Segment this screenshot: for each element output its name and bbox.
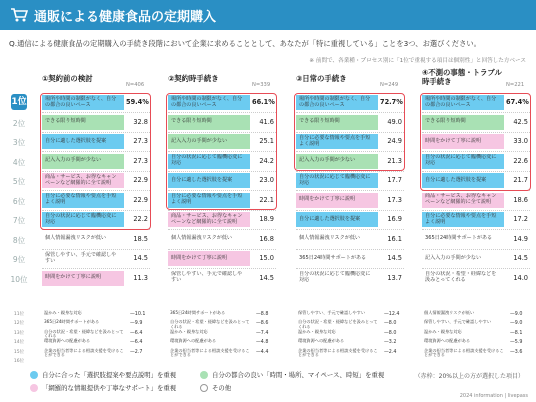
item-value: 22.1: [259, 195, 274, 204]
item-label: できる限り短時間: [42, 115, 124, 130]
row-divider: [422, 229, 530, 230]
minor-item-label: 環境資源への配慮がある: [44, 338, 91, 344]
question-text: Q.通信による健康食品の定期購入の手続き段階において企業に求めることとして、あなたが「特に重視している」ことを3つ、お選びください。: [9, 39, 481, 48]
row-divider: [422, 151, 530, 152]
row-divider: [296, 229, 404, 230]
legend-swatch: [200, 384, 208, 392]
sub-rank-label: 16位: [13, 359, 25, 364]
item-label: 記入入力の手間が少ない: [168, 134, 250, 149]
minor-item-label: 環境資源への配慮がある: [424, 338, 471, 344]
bar-item: [168, 173, 276, 188]
bar-item: [42, 271, 150, 286]
item-value: 21.7: [513, 176, 528, 184]
page-title: 通販による健康食品の定期購入: [34, 10, 217, 25]
bar-item: [42, 212, 150, 227]
bar-item: [296, 232, 404, 247]
rank-label: 7位: [12, 216, 26, 225]
row-divider: [168, 210, 276, 211]
bar-item: [422, 271, 530, 286]
legend-swatch: [200, 371, 208, 379]
row-divider: [42, 171, 150, 172]
minor-item-label: 企業の担当者等による相談支援を受けることができる: [298, 347, 378, 358]
minor-item-label: 自分の状況・希望・経緯などを汲みとってくれる: [298, 319, 378, 329]
item-value: 14.5: [513, 254, 528, 262]
item-value: 13.7: [387, 273, 402, 282]
item-label: 自分の状況に応じて臨機応変に対応: [168, 154, 250, 169]
item-value: 72.7%: [380, 98, 403, 106]
item-label: 時間をかけて丁寧に説明: [168, 251, 250, 266]
minor-item-label: 環境資源への配慮がある: [298, 338, 345, 344]
bar-item: [422, 115, 530, 130]
item-value: 17.3: [387, 195, 402, 204]
legend-label: 自分に合った「選択肢提案や要点説明」を重視: [42, 371, 177, 379]
row-divider: [168, 132, 276, 133]
bar-item: [168, 95, 276, 110]
rank-label: 4位: [12, 157, 26, 167]
item-label: 自分の状況に応じて臨機応変に対応: [42, 212, 124, 227]
minor-item: [168, 339, 276, 348]
item-label: 自分の状況・希望・経緯などを汲みとってくれる: [422, 271, 504, 286]
bar-item: [422, 173, 530, 188]
row-divider: [296, 112, 404, 113]
bar-item: [42, 232, 150, 247]
legend-item: [200, 383, 231, 392]
item-value: 22.9: [133, 176, 148, 184]
minor-item-value: —12.4: [384, 312, 400, 317]
item-label: できる限り短時間: [168, 115, 250, 130]
row-divider: [422, 249, 530, 250]
item-value: 17.2: [513, 215, 528, 223]
item-value: 14.0: [513, 273, 528, 282]
minor-item-label: 温かみ・親身な対応: [424, 328, 462, 334]
bar-item: [168, 232, 276, 247]
item-label: 記入入力の手間が少ない: [422, 251, 504, 266]
row-divider: [422, 210, 530, 211]
bar-item: [296, 193, 404, 208]
minor-item-label: 自分の状況・希望・経緯などを汲みとってくれる: [44, 328, 124, 339]
bar-item: [296, 173, 404, 188]
rank-label: 8位: [12, 235, 26, 245]
row-divider: [168, 151, 276, 152]
minor-item-value: —9.0: [510, 321, 523, 327]
minor-item-label: 企業の担当者等による相談支援を受けることができる: [170, 347, 250, 358]
row-divider: [42, 112, 150, 113]
minor-item-label: 企業の担当者等による相談支援を受けることができる: [44, 347, 124, 358]
minor-item-value: —6.4: [130, 340, 143, 346]
header-bar: [0, 0, 536, 30]
item-value: 22.2: [133, 215, 148, 223]
footnote: （赤枠：20%以上の方が選択した項目）: [414, 373, 524, 380]
legend-item: [200, 370, 384, 379]
minor-item-label: 保管しやすい、手元で確認しやすい: [298, 310, 366, 315]
row-divider: [42, 249, 150, 250]
row-divider: [296, 268, 404, 269]
minor-item-label: 自分の状況・希望・経緯などを汲みとってくれる: [170, 319, 250, 329]
panel-title: ①契約前の検討: [42, 74, 93, 83]
row-divider: [296, 249, 404, 250]
sub-rank-label: 12位: [13, 321, 25, 327]
legend-item: [30, 383, 176, 392]
legend-item: [30, 370, 176, 379]
bar-item: [42, 154, 150, 169]
minor-item: [422, 349, 530, 358]
credit: 2024 information | livepass: [459, 393, 528, 399]
panel-n: N=339: [252, 82, 271, 88]
row-divider: [422, 171, 530, 172]
item-value: 33.0: [513, 137, 528, 145]
item-value: 18.5: [133, 234, 148, 243]
bar-item: [168, 134, 276, 149]
row-divider: [168, 190, 276, 191]
sub-rank-label: 15位: [13, 349, 25, 355]
item-label: できる限り短時間: [296, 115, 378, 130]
item-value: 59.4%: [126, 98, 149, 106]
minor-item-label: 個人情報漏洩リスクが低い: [424, 310, 475, 315]
note-text: ※ 前問で、各業種・プロセス別に「1位で重視する項目は個別性」と回答した方ベース: [309, 58, 526, 64]
bar-item: [296, 271, 404, 286]
item-label: できる限り短時間: [422, 115, 504, 130]
bar-item: [422, 154, 530, 169]
item-label: 個人情報漏洩リスクが低い: [42, 232, 124, 247]
item-label: 場所や時間の制限がなく、自分の都合の良いペース: [422, 95, 504, 110]
minor-item-value: —8.8: [256, 312, 269, 317]
row-divider: [296, 210, 404, 211]
cart-icon: [10, 7, 28, 23]
minor-item: [422, 339, 530, 348]
panel-title: ③日常の手続き: [296, 74, 347, 83]
bar-item: [42, 193, 150, 208]
row-divider: [168, 171, 276, 172]
rank-label: 10位: [10, 274, 28, 284]
item-value: 18.9: [259, 215, 274, 223]
item-label: 保管しやすい、手元で確認しやすい: [168, 271, 250, 286]
minor-item-label: 保管しやすい、手元で確認しやすい: [424, 319, 492, 325]
item-label: 記入入力の手間が少ない: [42, 154, 124, 169]
bar-item: [422, 134, 530, 149]
row-divider: [42, 190, 150, 191]
bar-item: [422, 232, 530, 247]
item-label: 自分に適した選択肢を提案: [168, 173, 250, 188]
item-label: 時間をかけて丁寧に説明: [422, 134, 504, 149]
item-label: 保管しやすい、手元で確認しやすい: [42, 251, 124, 266]
legend-swatch: [30, 384, 38, 392]
minor-item-label: 環境資源への配慮がある: [170, 338, 217, 344]
minor-item-value: —2.7: [130, 349, 143, 355]
item-label: 個人情報漏洩リスクが低い: [296, 232, 378, 247]
bar-item: [422, 212, 530, 227]
item-label: 自分に必要な情報や要点を手短よく説明: [422, 212, 504, 227]
item-label: 自分に必要な情報や要点を手短よく説明: [296, 134, 378, 149]
item-label: 時間をかけて丁寧に説明: [42, 271, 124, 286]
row-divider: [168, 249, 276, 250]
legend-swatch: [30, 371, 38, 379]
minor-item-value: —7.4: [256, 330, 269, 336]
panel-title: ②契約時手続き: [168, 74, 219, 83]
minor-item-value: —8.1: [510, 330, 523, 336]
bar-item: [168, 154, 276, 169]
minor-item-value: —8.0: [384, 330, 397, 336]
item-label: 場所や時間の制限がなく、自分の都合の良いペース: [296, 95, 378, 110]
item-label: 自分に必要な情報や要点を手短よく説明: [42, 193, 124, 208]
row-divider: [168, 268, 276, 269]
rank-label: 3位: [12, 138, 26, 147]
row-divider: [296, 151, 404, 152]
item-value: 27.3: [133, 137, 148, 145]
item-label: 365日24時間サポートがある: [296, 251, 378, 266]
row-divider: [422, 132, 530, 133]
item-value: 66.1%: [252, 98, 275, 106]
item-label: 自分の状況に応じて臨機応変に対応: [296, 173, 378, 188]
row-divider: [42, 210, 150, 211]
bar-item: [296, 154, 404, 169]
bar-item: [296, 95, 404, 110]
bar-item: [42, 115, 150, 130]
item-value: 14.9: [513, 234, 528, 243]
minor-item-label: 温かみ・親身な対応: [298, 328, 336, 334]
minor-item: [42, 349, 150, 358]
item-value: 41.6: [259, 117, 274, 126]
legend-label: 「網羅的な情報提供や丁寧なサポート」を重視: [42, 384, 177, 392]
item-value: 16.9: [387, 215, 402, 223]
legend-label: 自分の都合の良い「時間・場所、マイペース、時短」を重視: [212, 371, 385, 379]
bar-item: [422, 95, 530, 110]
item-value: 23.0: [259, 176, 274, 184]
rank-label: 2位: [12, 118, 26, 128]
item-value: 16.1: [387, 234, 402, 243]
bar-item: [42, 134, 150, 149]
rank-label: 6位: [12, 196, 26, 206]
row-divider: [42, 268, 150, 269]
item-value: 17.7: [387, 176, 402, 184]
bar-item: [296, 212, 404, 227]
item-value: 15.0: [259, 254, 274, 262]
item-label: 商品・サービス、お得なキャンペーンなど網羅的に全て説明: [168, 212, 250, 227]
item-value: 18.6: [513, 195, 528, 204]
minor-item-value: —5.9: [510, 340, 523, 346]
row-divider: [42, 151, 150, 152]
minor-item: [42, 339, 150, 348]
minor-item-label: 365日24時間サポートがある: [44, 319, 100, 325]
item-value: 22.6: [513, 156, 528, 165]
item-label: 記入入力の手間が少ない: [296, 154, 378, 169]
item-value: 49.0: [387, 117, 402, 126]
panel-n: N=249: [380, 82, 399, 88]
row-divider: [422, 190, 530, 191]
panel-n: N=221: [506, 82, 525, 88]
sub-rank-label: 11位: [13, 312, 25, 317]
item-label: 自分の状況に応じて臨機応変に対応: [422, 154, 504, 169]
item-value: 27.3: [133, 156, 148, 165]
row-divider: [168, 229, 276, 230]
rank-label: 9位: [12, 255, 26, 264]
bar-item: [42, 95, 150, 110]
bar-item: [296, 115, 404, 130]
item-value: 16.8: [259, 234, 274, 243]
minor-item-value: —3.2: [384, 340, 397, 346]
sub-rank-label: 14位: [13, 340, 25, 346]
bar-item: [168, 271, 276, 286]
bar-item: [296, 134, 404, 149]
minor-item-value: —6.4: [130, 330, 143, 336]
minor-item-label: 温かみ・親身な対応: [170, 328, 208, 334]
bar-item: [42, 173, 150, 188]
item-label: 自分に必要な情報や要点を手短よく説明: [168, 193, 250, 208]
minor-item: [168, 349, 276, 358]
minor-item-value: —2.4: [384, 349, 397, 355]
item-value: 24.2: [259, 156, 274, 165]
bar-item: [168, 193, 276, 208]
row-divider: [422, 268, 530, 269]
item-value: 24.9: [387, 137, 402, 145]
minor-item-value: —8.6: [256, 321, 269, 327]
item-value: 14.5: [133, 254, 148, 262]
minor-item-value: —9.9: [130, 321, 143, 327]
minor-item-value: —3.6: [510, 349, 523, 355]
panel-n: N=406: [126, 82, 145, 88]
row-divider: [422, 112, 530, 113]
bar-item: [168, 212, 276, 227]
item-label: 時間をかけて丁寧に説明: [296, 193, 378, 208]
item-value: 67.4%: [506, 98, 529, 106]
item-label: 自分に適した選択肢を提案: [422, 173, 504, 188]
item-value: 25.1: [259, 137, 274, 145]
item-label: 場所や時間の制限がなく、自分の都合の良いペース: [42, 95, 124, 110]
legend-label: その他: [212, 384, 232, 392]
row-divider: [296, 190, 404, 191]
bar-item: [296, 251, 404, 266]
item-label: 場所や時間の制限がなく、自分の都合の良いペース: [168, 95, 250, 110]
bar-item: [422, 251, 530, 266]
item-label: 自分の状況に応じて臨機応変に対応: [296, 271, 378, 286]
rank-label: 1位: [11, 94, 27, 110]
bar-item: [422, 193, 530, 208]
bar-item: [168, 115, 276, 130]
item-value: 14.5: [259, 273, 274, 282]
item-label: 365日24時間サポートがある: [422, 232, 504, 247]
minor-item-label: 365日24時間サポートがある: [170, 310, 226, 315]
item-value: 21.3: [387, 156, 402, 165]
item-label: 自分に適した選択肢を提案: [42, 134, 124, 149]
minor-item-value: —4.8: [256, 340, 269, 346]
item-label: 商品・サービス、お得なキャンペーンなど網羅的に全て説明: [42, 173, 124, 188]
minor-item-label: 温かみ・親身な対応: [44, 310, 82, 315]
minor-item-value: —4.4: [256, 349, 269, 355]
minor-item-label: 企業の担当者等による相談支援を受けることができる: [424, 347, 504, 358]
row-divider: [168, 112, 276, 113]
item-label: 個人情報漏洩リスクが低い: [168, 232, 250, 247]
item-label: 自分に適した選択肢を提案: [296, 212, 378, 227]
minor-item: [296, 339, 404, 348]
item-value: 22.9: [133, 195, 148, 204]
panel-title: ④不測の事態・トラブル時手続き: [422, 68, 502, 86]
sub-rank-label: 13位: [13, 330, 25, 336]
row-divider: [42, 132, 150, 133]
minor-item: [296, 349, 404, 358]
bar-item: [42, 251, 150, 266]
minor-item-value: —8.0: [384, 321, 397, 327]
item-value: 14.5: [387, 254, 402, 262]
bar-item: [168, 251, 276, 266]
row-divider: [42, 229, 150, 230]
minor-item-value: —10.1: [130, 312, 146, 317]
item-value: 42.5: [513, 117, 528, 126]
item-value: 11.3: [133, 273, 148, 282]
item-value: 32.8: [133, 117, 148, 126]
rank-label: 5位: [12, 177, 26, 186]
item-label: 商品・サービス、お得なキャンペーンなど網羅的に全て説明: [422, 193, 504, 208]
row-divider: [296, 132, 404, 133]
minor-item-value: —9.0: [510, 312, 523, 317]
row-divider: [296, 171, 404, 172]
